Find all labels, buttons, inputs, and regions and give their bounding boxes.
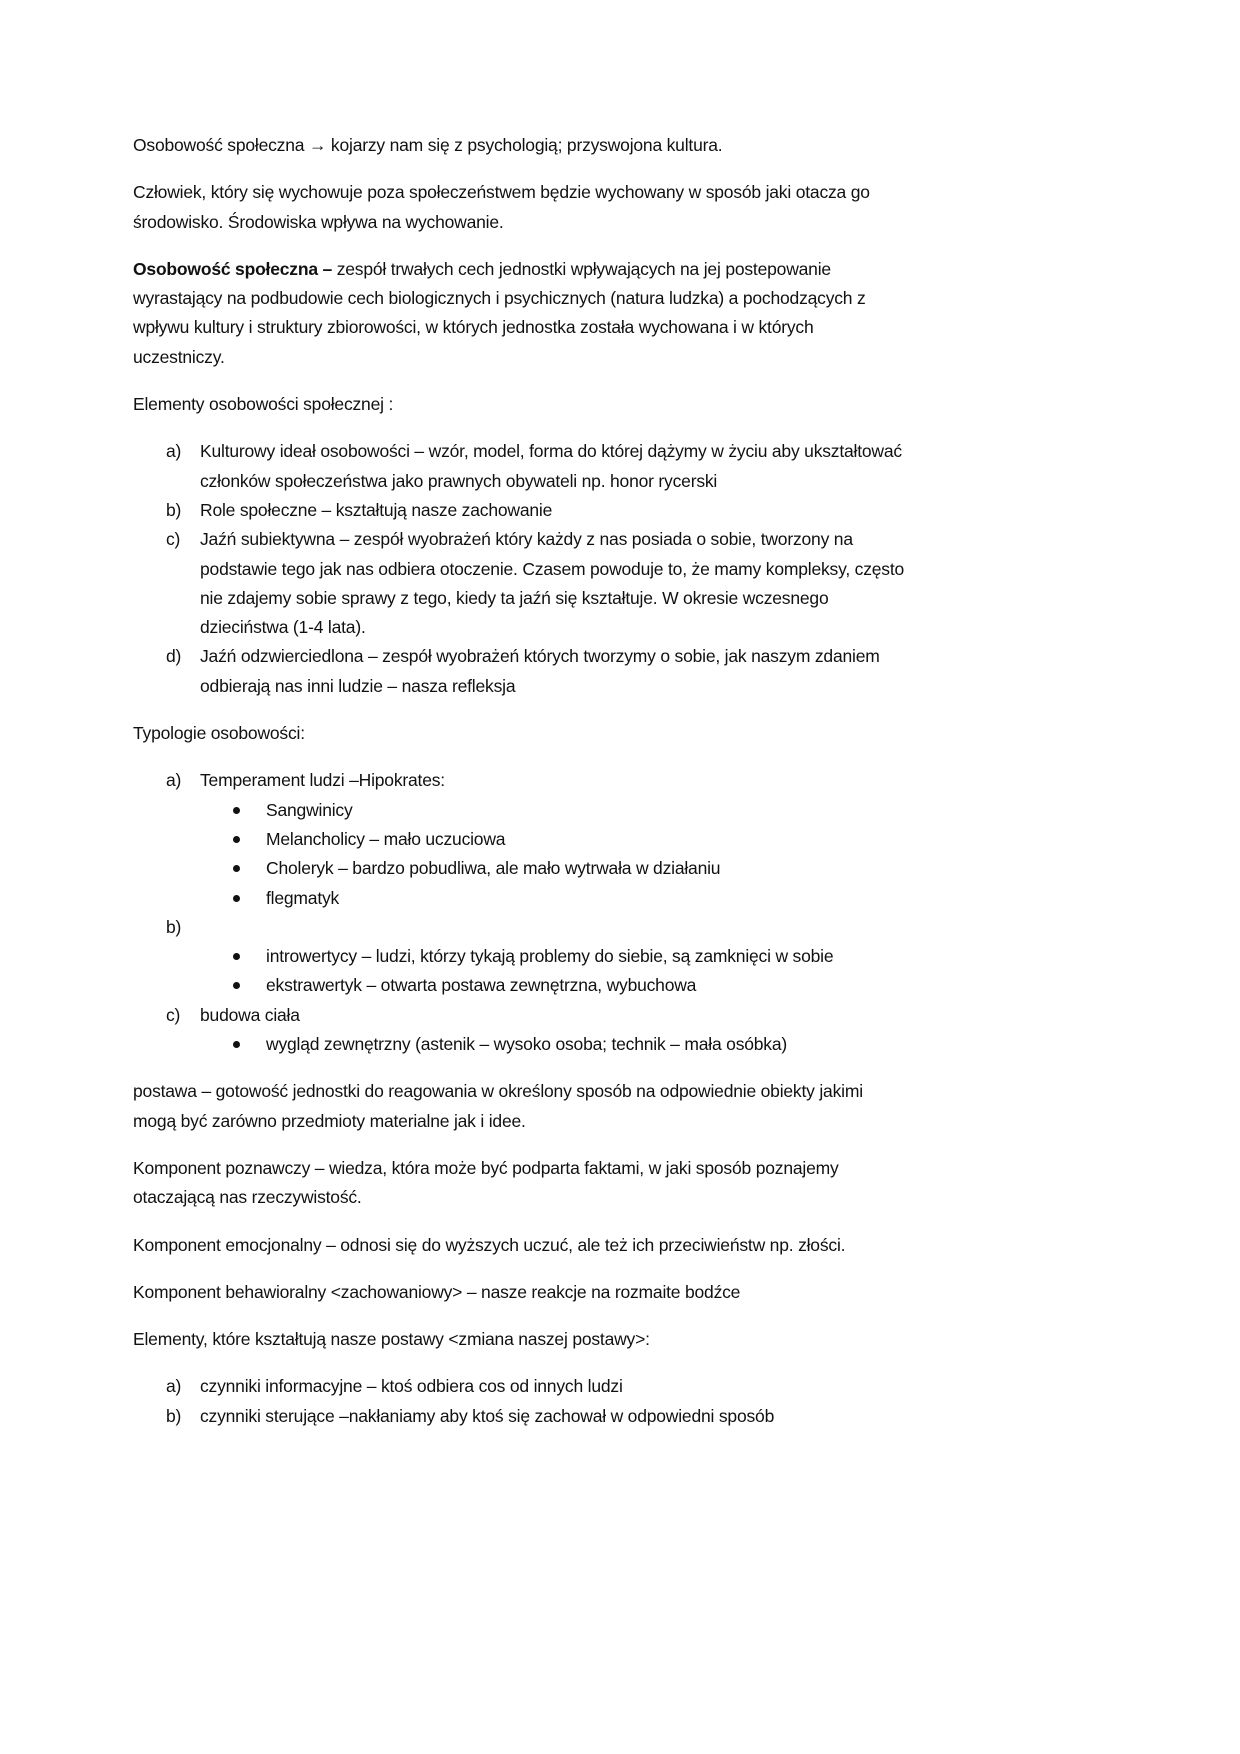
bullet-text: Sangwinicy [266,799,353,820]
line-text: Komponent poznawczy – wiedza, która może być podparta faktami, w jaki sposób poznajemy [133,1157,839,1178]
list-item-text: Kulturowy ideał osobowości – wzór, model, forma do której dążymy w życiu aby ukształtować [200,441,902,462]
list-item-text: nie zdajemy sobie sprawy z tego, kiedy ta jaźń się kształtuje. W okresie wczesnego [200,587,829,608]
bullet-icon [233,836,240,843]
list-item-line [133,437,1113,466]
text-line [133,313,1113,342]
bullet-text: Choleryk – bardzo pobudliwa, ale mało wytrwała w działaniu [266,858,721,879]
paragraph [133,1077,1113,1136]
list-item-text: Role społeczne – kształtują nasze zachowanie [200,499,553,520]
paragraph [133,719,1113,748]
bullet-icon [233,895,240,902]
paragraph [133,1231,1113,1260]
bullet-item [133,854,1113,883]
text-line [133,343,1113,372]
list-item-line [133,467,1113,496]
list-item [133,1372,1113,1401]
list-item-line [133,1001,1113,1030]
bullet-text: flegmatyk [266,887,340,908]
line-text: Osobowość społeczna → kojarzy nam się z psychologią; przyswojona kultura. [133,135,723,155]
text-line [133,1325,1113,1354]
list-item [133,496,1113,525]
text-line [133,390,1113,419]
line-text: otaczającą nas rzeczywistość. [133,1187,362,1208]
bullet-text: introwertycy – ludzi, którzy tykają problemy do siebie, są zamknięci w sobie [266,946,834,967]
list-item-text: budowa ciała [200,1004,300,1025]
text-line [133,1154,1113,1183]
list-item-text: odbierają nas inni ludzie – nasza refleksja [200,675,516,696]
line-text: uczestniczy. [133,346,225,367]
bullet-item [133,942,1113,971]
document-page [133,131,1113,1449]
list-marker: c) [166,1004,181,1025]
line-text: wyrastający na podbudowie cech biologicznych i psychicznych (natura ludzka) a pochodzących z [133,288,866,309]
bullet-text: wygląd zewnętrzny (astenik – wysoko osoba; technik – mała osóbka) [266,1034,788,1055]
text-line [133,208,1113,237]
text-line [133,1278,1113,1307]
list-item [133,525,1113,642]
list-marker: d) [166,646,182,667]
list-marker: a) [166,770,182,791]
bullet-icon [233,807,240,814]
list-item [133,1001,1113,1060]
list-item-line [133,672,1113,701]
paragraph [133,1154,1113,1213]
text-line [133,284,1113,313]
ordered-list [133,437,1113,701]
bullet-icon [233,1041,240,1048]
text-line [133,255,1113,284]
ordered-list [133,1372,1113,1431]
bullet-item [133,884,1113,913]
paragraph [133,1325,1113,1354]
line-text: Elementy, które kształtują nasze postawy <zmiana naszej postawy>: [133,1329,650,1350]
list-marker: c) [166,529,181,550]
list-item-line [133,913,1113,942]
list-item-line [133,555,1113,584]
list-marker: a) [166,1376,182,1397]
line-text: wpływu kultury i struktury zbiorowości, w których jednostka została wychowana i w których [133,317,814,338]
paragraph [133,1278,1113,1307]
list-marker: b) [166,916,182,937]
list-item-line [133,642,1113,671]
list-marker: b) [166,1405,182,1426]
ordered-list [133,766,1113,1059]
bullet-item [133,796,1113,825]
bullet-item [133,1030,1113,1059]
bullet-text: ekstrawertyk – otwarta postawa zewnętrzna, wybuchowa [266,975,697,996]
line-text: Elementy osobowości społecznej : [133,394,394,415]
list-item [133,437,1113,496]
list-item-text: Temperament ludzi –Hipokrates: [200,770,445,791]
line-text: mogą być zarówno przedmioty materialne jak i idee. [133,1110,526,1131]
paragraph [133,178,1113,237]
text-line [133,719,1113,748]
line-text: postawa – gotowość jednostki do reagowania w określony sposób na odpowiednie obiekty jakimi [133,1081,863,1102]
bullet-icon [233,953,240,960]
line-text: Człowiek, który się wychowuje poza społeczeństwem będzie wychowany w sposób jaki otacza go [133,182,870,203]
line-text: zespół trwałych cech jednostki wpływających na jej postepowanie [332,258,831,279]
list-marker: a) [166,441,182,462]
text-line [133,131,1113,160]
text-line [133,1077,1113,1106]
list-item-line [133,613,1113,642]
text-line [133,1183,1113,1212]
list-item-text: czynniki informacyjne – ktoś odbiera cos od innych ludzi [200,1376,623,1397]
bullet-icon [233,982,240,989]
list-item-line [133,525,1113,554]
line-text: środowisko. Środowiska wpływa na wychowanie. [133,211,504,232]
text-line [133,1231,1113,1260]
list-marker: b) [166,499,182,520]
list-item [133,1402,1113,1431]
paragraph [133,390,1113,419]
bold-term: Osobowość społeczna – [133,258,333,279]
bullet-icon [233,865,240,872]
paragraph [133,131,1113,160]
list-item-text: dzieciństwa (1-4 lata). [200,617,366,638]
list-item-line [133,766,1113,795]
list-item-text: Jaźń odzwierciedlona – zespół wyobrażeń których tworzymy o sobie, jak naszym zdaniem [200,646,880,667]
line-text: Komponent emocjonalny – odnosi się do wyższych uczuć, ale też ich przeciwieństw np. złości. [133,1234,846,1255]
bullet-item [133,825,1113,854]
list-item [133,913,1113,1001]
paragraph [133,255,1113,372]
list-item-line [133,1372,1113,1401]
bullet-item [133,971,1113,1000]
list-item-line [133,584,1113,613]
text-line [133,1107,1113,1136]
list-item-text: członków społeczeństwa jako prawnych obywateli np. honor rycerski [200,470,718,491]
line-text: Typologie osobowości: [133,723,305,744]
list-item-text: czynniki sterujące –nakłaniamy aby ktoś się zachował w odpowiedni sposób [200,1405,775,1426]
list-item-text: podstawie tego jak nas odbiera otoczenie. Czasem powoduje to, że mamy kompleksy, często [200,558,905,579]
list-item [133,766,1113,912]
list-item-text: Jaźń subiektywna – zespół wyobrażeń który każdy z nas posiada o sobie, tworzony na [200,529,853,550]
list-item [133,642,1113,701]
text-line [133,178,1113,207]
list-item-line [133,1402,1113,1431]
line-text: Komponent behawioralny <zachowaniowy> – nasze reakcje na rozmaite bodźce [133,1281,741,1302]
bullet-text: Melancholicy – mało uczuciowa [266,828,506,849]
list-item-line [133,496,1113,525]
